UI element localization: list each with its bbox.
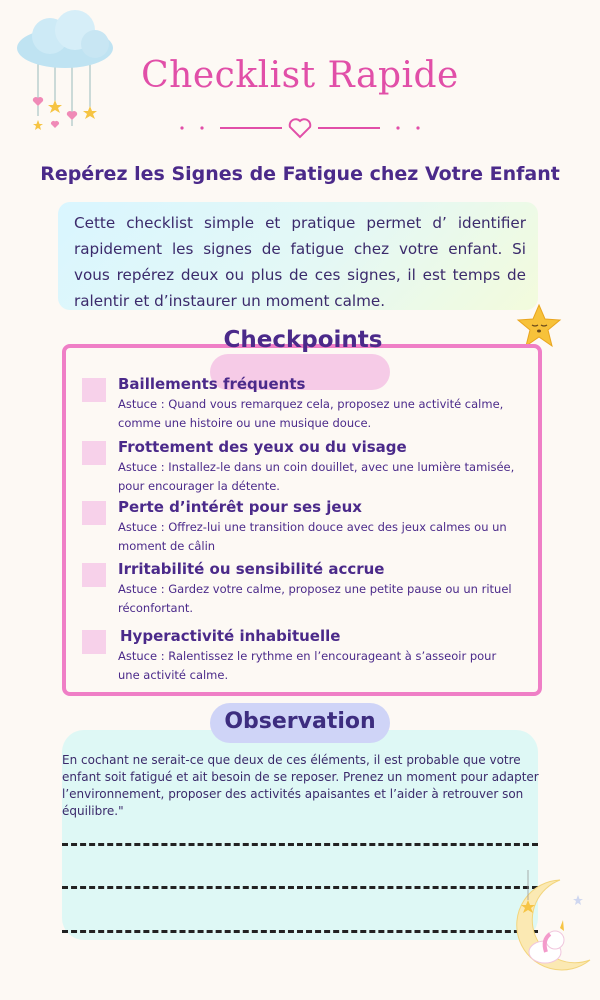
moon-unicorn-icon: [500, 870, 595, 980]
checkpoint-tip: Astuce : Installez-le dans un coin douillet, avec une lumière tamisée, pour encourager la détente.: [118, 460, 515, 493]
checkpoint-title: Hyperactivité inhabituelle: [120, 627, 341, 645]
checkpoints-heading: Checkpoints: [223, 327, 383, 353]
checkbox[interactable]: [82, 441, 106, 465]
checkpoint-title: Irritabilité ou sensibilité accrue: [118, 560, 385, 578]
page-title: Checklist Rapide: [141, 55, 459, 96]
checkpoint-tip: Astuce : Gardez votre calme, proposez une petite pause ou un rituel réconfortant.: [118, 582, 512, 615]
writing-line[interactable]: [62, 886, 538, 889]
writing-line[interactable]: [62, 930, 538, 933]
page-subtitle: Repérez les Signes de Fatigue chez Votre Enfant: [40, 163, 560, 185]
checkbox[interactable]: [82, 378, 106, 402]
observation-text: En cochant ne serait-ce que deux de ces éléments, il est probable que votre enfant soit fatigué et ait besoin de se reposer. Prenez un moment pour adapter l’environnement, proposer des activités apaisantes et l’aider à retrouver son équilibre.": [62, 753, 539, 818]
checkpoint-title: Perte d’intérêt pour ses jeux: [118, 498, 362, 516]
checkpoint-title: Baillements fréquents: [118, 375, 306, 393]
checkpoint-title: Frottement des yeux ou du visage: [118, 438, 407, 456]
heart-ornament-icon: [170, 115, 430, 141]
checkbox[interactable]: [82, 563, 106, 587]
checkpoint-tip: Astuce : Ralentissez le rythme en l’encourageant à s’asseoir pour une activité calme.: [118, 649, 497, 682]
checkpoint-tip: Astuce : Offrez-lui une transition douce avec des jeux calmes ou un moment de câlin: [118, 520, 507, 553]
writing-line[interactable]: [62, 843, 538, 846]
checkbox[interactable]: [82, 501, 106, 525]
observation-heading: Observation: [224, 709, 376, 734]
checkbox[interactable]: [82, 630, 106, 654]
checkpoint-tip: Astuce : Quand vous remarquez cela, proposez une activité calme, comme une histoire ou une musique douce.: [118, 397, 504, 430]
intro-text: Cette checklist simple et pratique permet d’ identifier rapidement les signes de fatigue chez votre enfant. Si vous repérez deux ou plus de ces signes, il est temps de ralentir et d’instaurer un moment calme.: [74, 214, 526, 310]
